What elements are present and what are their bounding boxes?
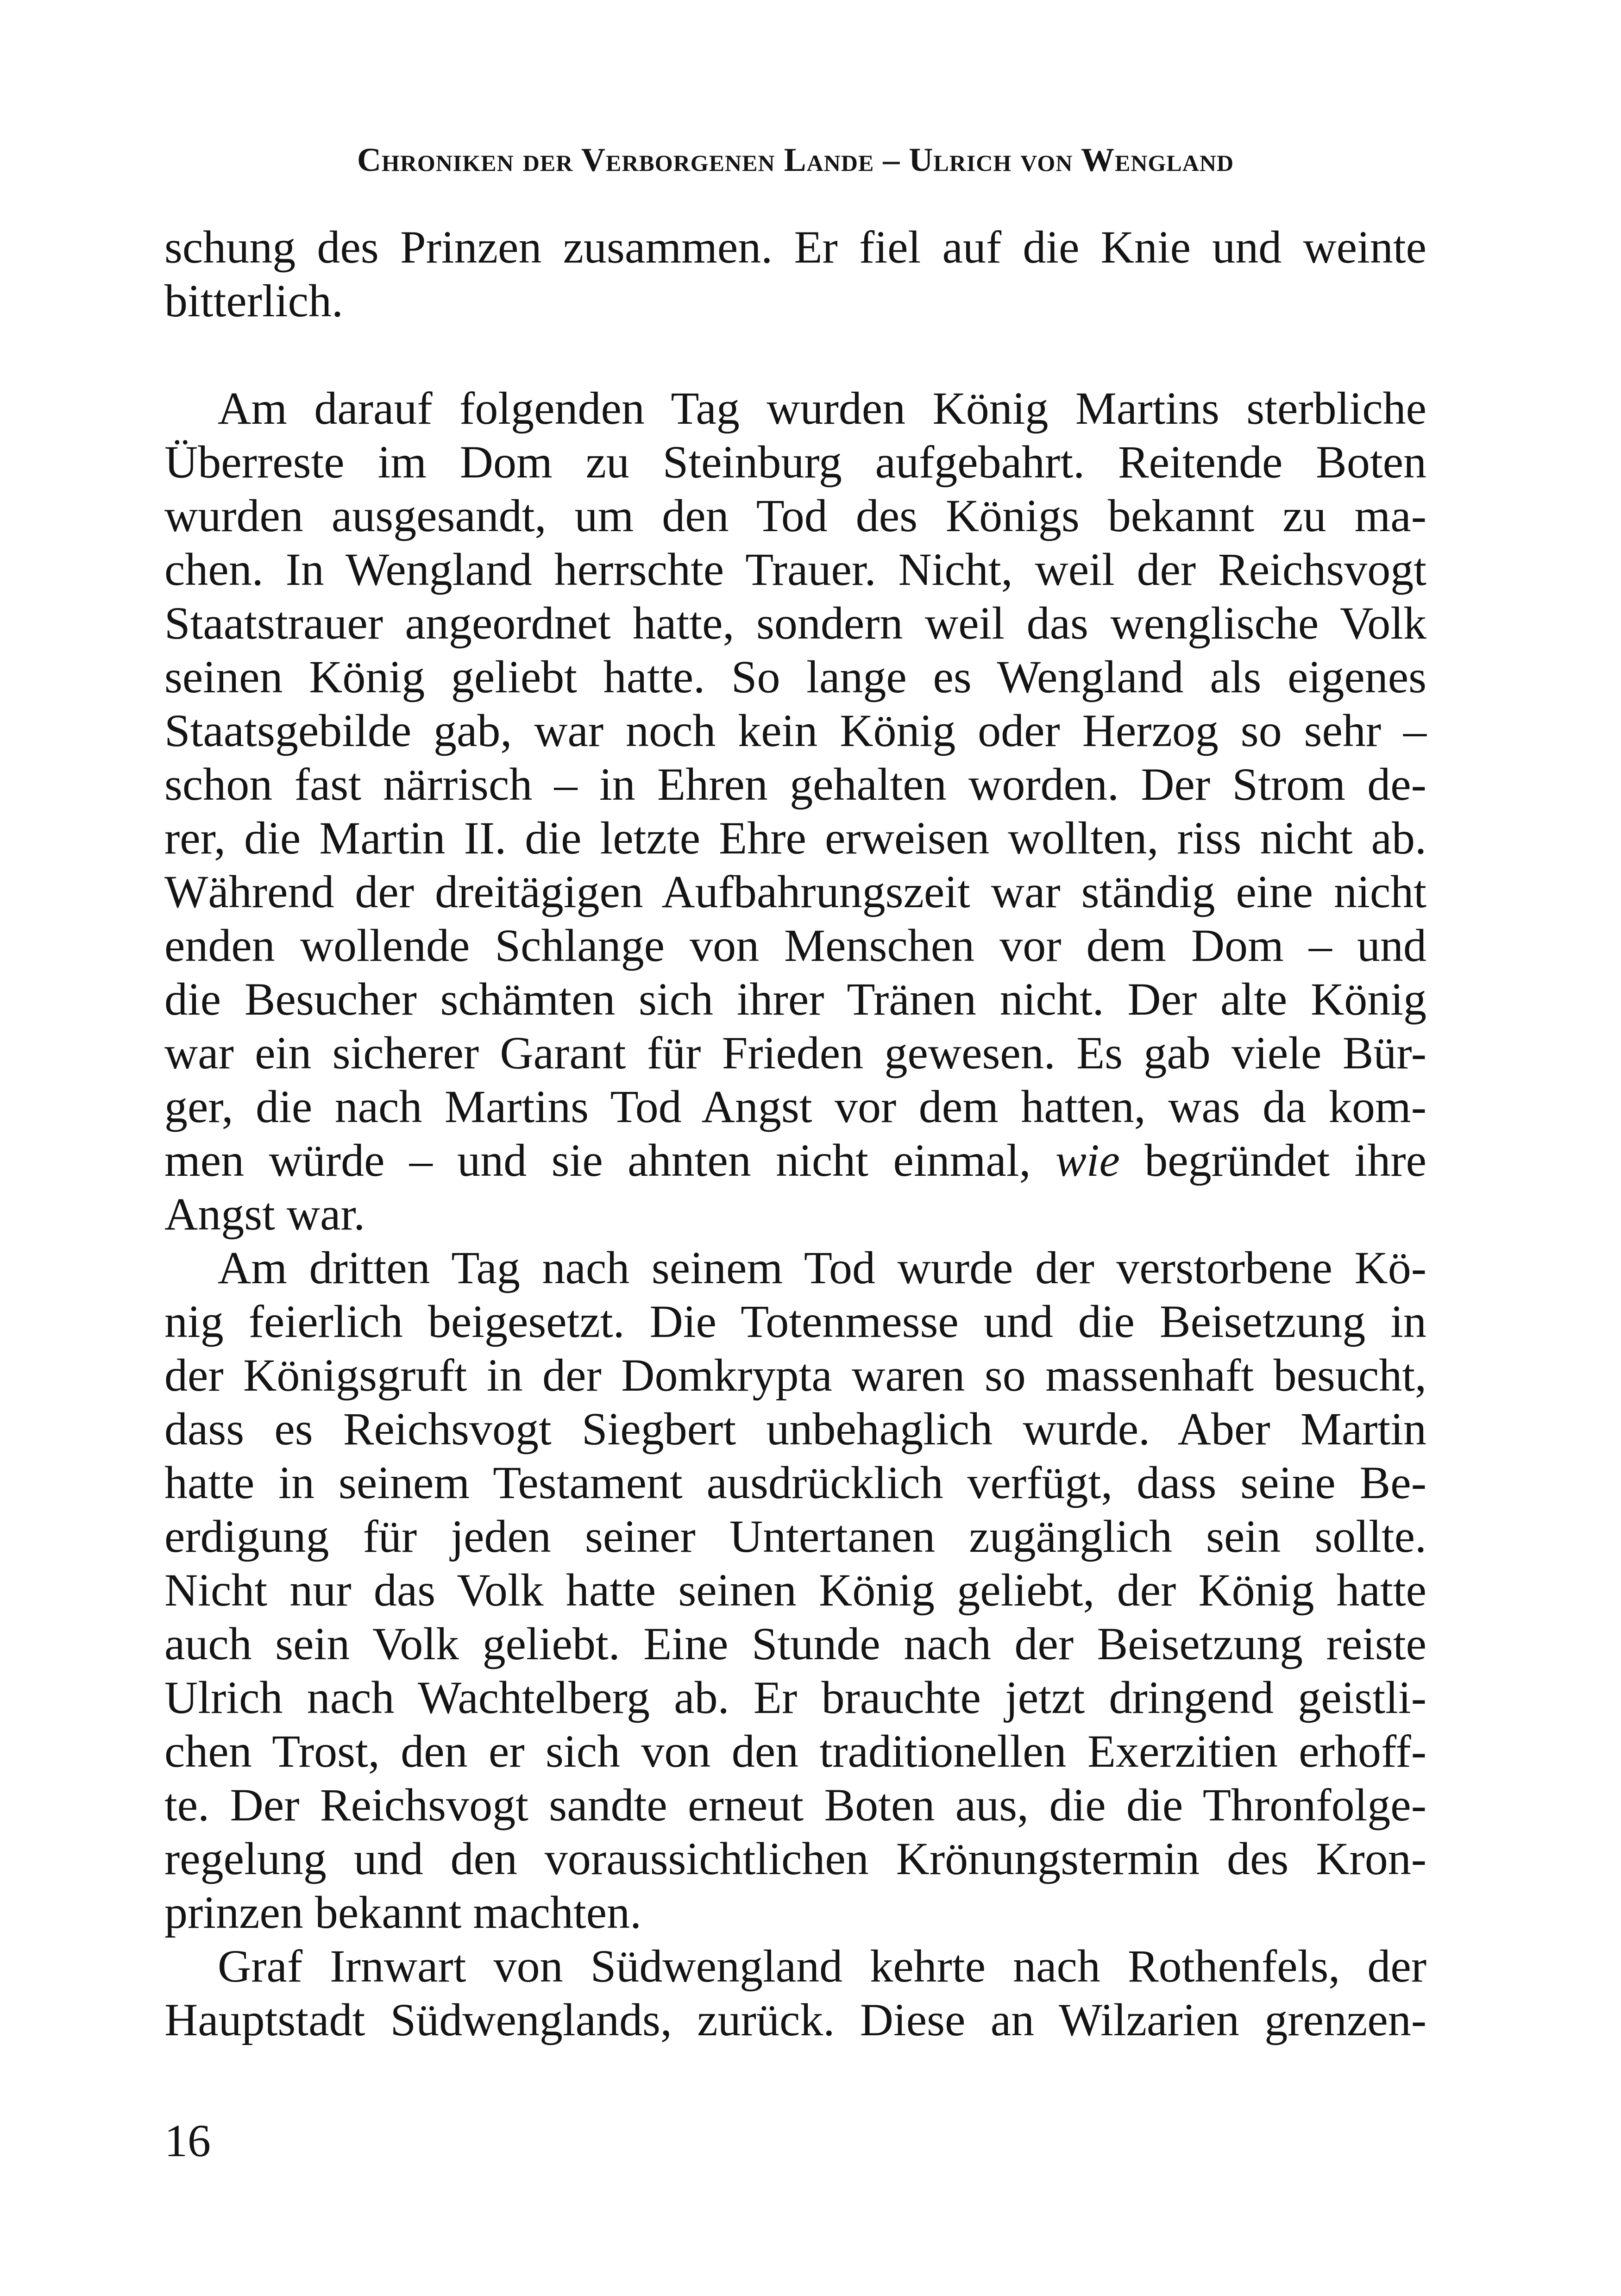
line-text: die Besucher schämten sich ihrer Tränen nicht. Der alte König	[164, 973, 1426, 1025]
text-line	[164, 1993, 1426, 2047]
text-line	[164, 543, 1426, 596]
line-text: wurden ausgesandt, um den Tod des Königs bekannt zu ma-	[164, 490, 1426, 541]
text-line	[164, 596, 1426, 650]
text-line	[164, 1671, 1426, 1725]
text-line	[164, 865, 1426, 919]
text-line	[164, 435, 1426, 489]
running-head: Chroniken der Verborgenen Lande – Ulrich von Wengland	[357, 141, 1234, 178]
text-line	[164, 1510, 1426, 1563]
line-text: chen. In Wengland herrschte Trauer. Nicht, weil der Reichsvogt	[164, 544, 1426, 595]
text-line	[164, 1241, 1426, 1295]
line-text: dass es Reichsvogt Siegbert unbehaglich wurde. Aber Martin	[164, 1403, 1426, 1455]
text-line	[164, 1295, 1426, 1349]
text-line	[164, 1725, 1426, 1778]
line-text: schung des Prinzen zusammen. Er fiel auf die Knie und weinte	[164, 221, 1426, 273]
line-text: men würde – und sie ahnten nicht einmal,	[164, 1135, 1056, 1186]
text-line	[164, 1349, 1426, 1402]
text-line	[164, 1778, 1426, 1832]
line-text: hatte in seinem Testament ausdrücklich verfügt, dass seine Be-	[164, 1457, 1426, 1508]
line-text: Staatstrauer angeordnet hatte, sondern weil das wenglische Volk	[164, 597, 1426, 649]
line-text: Angst war.	[164, 1188, 365, 1240]
line-text: war ein sicherer Garant für Frieden gewesen. Es gab viele Bür-	[164, 1027, 1426, 1079]
line-text: ger, die nach Martins Tod Angst vor dem hatten, was da kom-	[164, 1081, 1426, 1132]
text-line	[164, 1617, 1426, 1671]
line-text: Graf Irnwart von Südwengland kehrte nach Rothenfels, der	[218, 1940, 1426, 1992]
text-line	[164, 1134, 1426, 1187]
line-text: regelung und den voraussichtlichen Krönungstermin des Kron-	[164, 1833, 1426, 1884]
text-line	[164, 758, 1426, 811]
line-text: te. Der Reichsvogt sandte erneut Boten aus, die die Thronfolge-	[164, 1779, 1426, 1831]
text-line	[164, 704, 1426, 758]
text-line	[164, 274, 1426, 328]
line-text: Überreste im Dom zu Steinburg aufgebahrt. Reitende Boten	[164, 436, 1426, 488]
line-text: Hauptstadt Südwenglands, zurück. Diese an Wilzarien grenzen-	[164, 1994, 1426, 2045]
line-text: nig feierlich beigesetzt. Die Totenmesse und die Beisetzung in	[164, 1296, 1426, 1347]
line-text: begründet ihre	[1119, 1135, 1427, 1186]
text-line	[164, 382, 1426, 435]
line-text: bitterlich.	[164, 275, 343, 326]
text-line	[164, 650, 1426, 704]
text-line	[164, 1563, 1426, 1617]
text-line	[164, 1832, 1426, 1886]
line-text: rer, die Martin II. die letzte Ehre erweisen wollten, riss nicht ab.	[164, 812, 1426, 864]
text-line	[164, 1886, 1426, 1939]
page-number: 16	[164, 2115, 211, 2166]
line-text: seinen König geliebt hatte. So lange es Wengland als eigenes	[164, 651, 1426, 703]
text-line	[164, 1187, 1426, 1241]
text-line	[164, 1402, 1426, 1456]
text-line	[164, 1080, 1426, 1134]
text-line	[164, 220, 1426, 274]
body-text	[164, 220, 1426, 2047]
line-text: erdigung für jeden seiner Untertanen zugänglich sein sollte.	[164, 1511, 1426, 1562]
line-text: prinzen bekannt machten.	[164, 1887, 642, 1938]
text-line	[164, 972, 1426, 1026]
text-line	[164, 919, 1426, 972]
line-text: Während der dreitägigen Aufbahrungszeit war ständig eine nicht	[164, 866, 1426, 917]
text-line	[164, 1939, 1426, 1993]
text-line	[164, 1026, 1426, 1080]
emphasis-text: wie	[1056, 1135, 1120, 1186]
text-line	[164, 1456, 1426, 1510]
line-text: Am darauf folgenden Tag wurden König Martins sterbliche	[218, 383, 1426, 434]
line-text: auch sein Volk geliebt. Eine Stunde nach der Beisetzung reiste	[164, 1618, 1426, 1669]
line-text: chen Trost, den er sich von den traditionellen Exerzitien erhoff-	[164, 1725, 1426, 1777]
line-text: schon fast närrisch – in Ehren gehalten worden. Der Strom de-	[164, 759, 1426, 810]
paragraph-gap	[164, 328, 1426, 382]
line-text: enden wollende Schlange von Menschen vor dem Dom – und	[164, 920, 1426, 971]
text-line	[164, 811, 1426, 865]
line-text: Am dritten Tag nach seinem Tod wurde der verstorbene Kö-	[218, 1242, 1426, 1293]
line-text: Ulrich nach Wachtelberg ab. Er brauchte jetzt dringend geistli-	[164, 1672, 1426, 1723]
line-text: der Königsgruft in der Domkrypta waren so massenhaft besucht,	[164, 1349, 1426, 1401]
text-line	[164, 489, 1426, 543]
line-text: Nicht nur das Volk hatte seinen König geliebt, der König hatte	[164, 1564, 1426, 1616]
line-text: Staatsgebilde gab, war noch kein König oder Herzog so sehr –	[164, 705, 1426, 756]
